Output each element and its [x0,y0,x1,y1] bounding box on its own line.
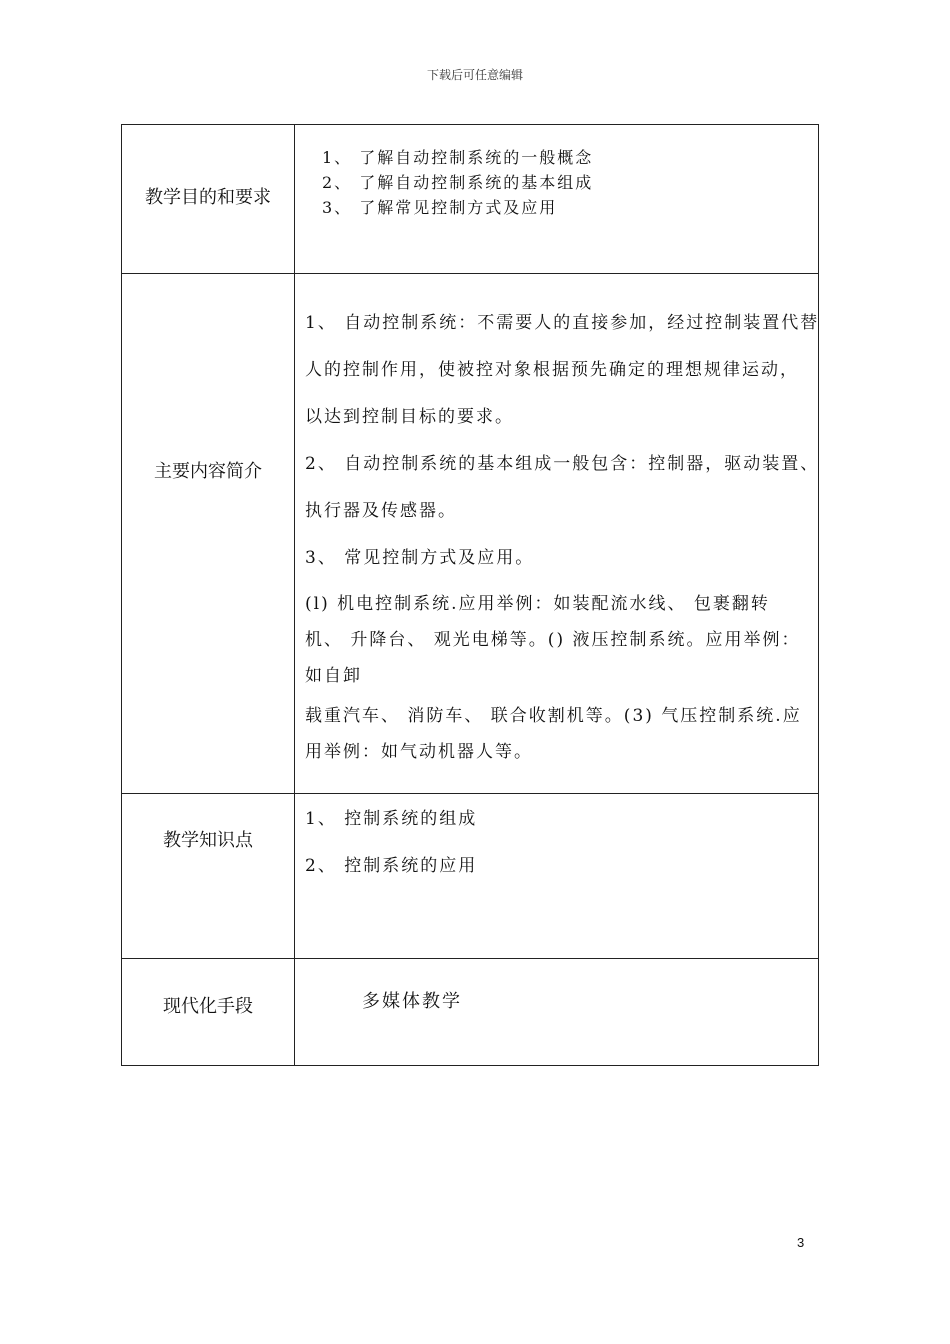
row-label-cell [122,274,295,794]
content-text [295,274,818,770]
text-line: 3、 常见控制方式及应用。 [305,548,535,568]
text-line: (l) 机电控制系统.应用举例：如装配流水线、 包裹翻转 [305,594,770,614]
row-label-cell [122,125,295,274]
content-cell [295,274,819,794]
row-label-cell [122,794,295,959]
list-item: 3、 了解常见控制方式及应用 [322,198,558,217]
row-label-cell [122,959,295,1066]
list-item: 1、 控制系统的组成 [305,809,478,829]
text-line: 2、 自动控制系统的基本组成一般包含：控制器，驱动装置、 [305,454,820,474]
text-line: 人的控制作用，使被控对象根据预先确定的理想规律运动， [305,360,799,380]
page-number: 3 [797,1235,805,1250]
table-row [122,959,819,1066]
method-text: 多媒体教学 [362,991,462,1012]
list-item: 1、 了解自动控制系统的一般概念 [322,148,594,167]
table-row [122,125,819,274]
text-line: 载重汽车、 消防车、 联合收割机等。(3) 气压控制系统.应 [305,706,802,726]
list-item: 2、 控制系统的应用 [305,856,478,876]
row-label: 主要内容简介 [154,461,262,482]
text-line: 用举例：如气动机器人等。 [305,742,533,762]
goals-list [295,125,818,220]
table-row [122,274,819,794]
points-list [295,794,818,890]
row-label: 现代化手段 [163,996,253,1017]
list-item: 2、 了解自动控制系统的基本组成 [322,173,594,192]
text-line: 以达到控制目标的要求。 [305,407,514,427]
table-row [122,794,819,959]
text-line: 如自卸 [305,666,362,686]
points-cell [295,794,819,959]
text-line: 机、 升降台、 观光电梯等。() 液压控制系统。应用举例： [305,630,801,650]
lesson-plan-table [121,124,819,1066]
text-line: 执行器及传感器。 [305,501,457,521]
header-note: 下载后可任意编辑 [426,68,523,82]
goals-cell [295,125,819,274]
text-line: 1、 自动控制系统：不需要人的直接参加，经过控制装置代替 [305,313,820,333]
row-label: 教学目的和要求 [145,187,271,208]
row-label: 教学知识点 [163,830,253,851]
method-cell [295,959,819,1066]
